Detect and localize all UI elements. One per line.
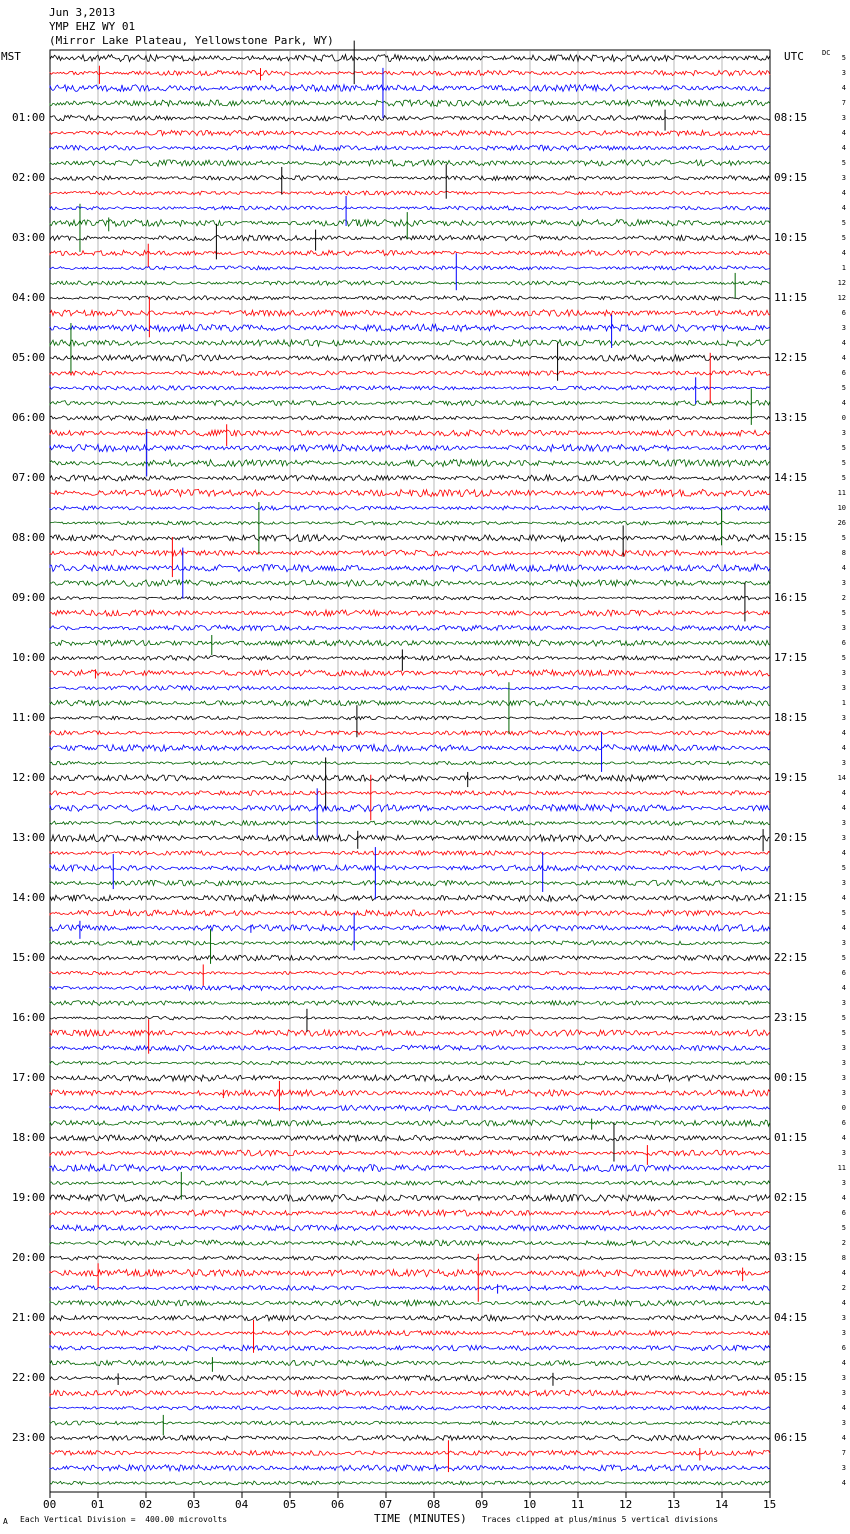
trace-row — [50, 160, 770, 166]
dc-offset-value: 8 — [841, 1254, 846, 1262]
dc-offset-value: 3 — [841, 1149, 846, 1157]
dc-offset-value: 4 — [841, 189, 846, 197]
dc-offset-value: 4 — [841, 1134, 846, 1142]
dc-offset-value: 4 — [841, 1479, 846, 1487]
right-hour-label: 01:15 — [774, 1131, 808, 1144]
dc-offset-value: 3 — [841, 939, 846, 947]
corner-mark: A — [3, 1517, 8, 1526]
trace-row — [50, 1360, 770, 1365]
dc-offset-value: 3 — [841, 1089, 846, 1097]
dc-offset-value: 2 — [841, 1239, 846, 1247]
left-timezone-label: MST — [1, 50, 21, 63]
x-tick-label: 02 — [139, 1498, 153, 1511]
left-hour-label: 17:00 — [12, 1071, 46, 1084]
dc-offset-value: 3 — [841, 429, 846, 437]
dc-offset-value: 11 — [837, 1164, 846, 1172]
dc-offset-value: 3 — [841, 1419, 846, 1427]
left-hour-label: 02:00 — [12, 171, 46, 184]
dc-offset-value: 6 — [841, 639, 846, 647]
trace-row — [50, 1061, 770, 1065]
dc-offset-value: 3 — [841, 1329, 846, 1337]
chart-date: Jun 3,2013 — [49, 6, 116, 19]
x-tick-label: 08 — [427, 1498, 441, 1511]
x-tick-label: 03 — [187, 1498, 201, 1511]
left-hour-label: 16:00 — [12, 1011, 46, 1024]
dc-offset-value: 5 — [841, 864, 846, 872]
left-hour-label: 04:00 — [12, 291, 46, 304]
trace-row — [50, 1195, 770, 1202]
right-hour-label: 18:15 — [774, 711, 808, 724]
dc-offset-value: 4 — [841, 129, 846, 137]
left-hour-label: 11:00 — [12, 711, 46, 724]
trace-row — [50, 475, 770, 481]
x-axis-title: TIME (MINUTES) — [374, 1512, 467, 1525]
trace-row — [50, 1120, 770, 1126]
trace-row — [50, 1269, 770, 1276]
trace-row — [50, 580, 770, 587]
trace-row — [50, 85, 770, 92]
trace-row — [50, 596, 770, 600]
left-hour-label: 05:00 — [12, 351, 46, 364]
dc-offset-value: 3 — [841, 1044, 846, 1052]
x-tick-label: 15 — [763, 1498, 777, 1511]
trace-row — [50, 971, 770, 975]
dc-offset-value: 5 — [841, 954, 846, 962]
dc-offset-value: 5 — [841, 1224, 846, 1232]
trace-row — [50, 130, 770, 136]
dc-offset-value: 5 — [841, 54, 846, 62]
dc-offset-value: 0 — [841, 1104, 846, 1112]
right-hour-label: 14:15 — [774, 471, 808, 484]
dc-offset-value: 4 — [841, 1434, 846, 1442]
trace-row — [50, 941, 770, 946]
trace-row — [50, 745, 770, 752]
trace-row — [50, 340, 770, 347]
trace-row — [50, 1075, 770, 1082]
right-hour-label: 23:15 — [774, 1011, 808, 1024]
dc-offset-value: 26 — [837, 519, 846, 527]
left-hour-label: 20:00 — [12, 1251, 46, 1264]
trace-row — [50, 400, 770, 405]
dc-offset-value: 3 — [841, 714, 846, 722]
trace-row — [50, 1481, 770, 1485]
left-hour-label: 18:00 — [12, 1131, 46, 1144]
station-location: (Mirror Lake Plateau, Yellowstone Park, WY) — [49, 34, 334, 47]
trace-row — [50, 895, 770, 902]
dc-offset-value: 10 — [837, 504, 846, 512]
x-tick-label: 14 — [715, 1498, 729, 1511]
dc-offset-value: 4 — [841, 354, 846, 362]
dc-offset-value: 4 — [841, 729, 846, 737]
trace-row — [50, 1016, 770, 1020]
dc-offset-value: 1 — [841, 264, 846, 272]
dc-header-label: DC — [822, 49, 831, 57]
trace-row — [50, 55, 770, 62]
dc-offset-value: 3 — [841, 819, 846, 827]
trace-row — [50, 775, 770, 781]
trace-row — [50, 804, 770, 811]
trace-row — [50, 220, 770, 227]
dc-offset-value: 5 — [841, 384, 846, 392]
trace-row — [50, 1345, 770, 1350]
left-hour-label: 21:00 — [12, 1311, 46, 1324]
trace-row — [50, 250, 770, 256]
trace-row — [50, 1450, 770, 1455]
left-hour-label: 08:00 — [12, 531, 46, 544]
x-tick-label: 05 — [283, 1498, 297, 1511]
right-hour-label: 00:15 — [774, 1071, 808, 1084]
station-code: YMP EHZ WY 01 — [49, 20, 136, 33]
trace-row — [50, 521, 770, 525]
dc-offset-value: 3 — [841, 879, 846, 887]
trace-row — [50, 1045, 770, 1050]
trace-row — [50, 1406, 770, 1410]
right-hour-label: 13:15 — [774, 411, 808, 424]
left-hour-label: 15:00 — [12, 951, 46, 964]
left-hour-label: 22:00 — [12, 1371, 46, 1384]
trace-row — [50, 835, 770, 842]
x-tick-label: 12 — [619, 1498, 633, 1511]
trace-row — [50, 1421, 770, 1425]
dc-offset-value: 4 — [841, 804, 846, 812]
dc-offset-value: 5 — [841, 474, 846, 482]
dc-offset-value: 3 — [841, 579, 846, 587]
dc-offset-value: 0 — [841, 414, 846, 422]
right-hour-label: 04:15 — [774, 1311, 808, 1324]
dc-offset-value: 3 — [841, 324, 846, 332]
trace-row — [50, 1300, 770, 1306]
x-tick-label: 10 — [523, 1498, 537, 1511]
trace-row — [50, 925, 770, 932]
dc-offset-value: 3 — [841, 1074, 846, 1082]
right-timezone-label: UTC — [784, 50, 804, 63]
x-tick-label: 09 — [475, 1498, 489, 1511]
trace-row — [50, 1435, 770, 1440]
trace-row — [50, 70, 770, 75]
dc-offset-value: 2 — [841, 1284, 846, 1292]
right-hour-label: 17:15 — [774, 651, 808, 664]
left-hour-label: 09:00 — [12, 591, 46, 604]
dc-offset-value: 4 — [841, 84, 846, 92]
dc-offset-value: 3 — [841, 114, 846, 122]
left-hour-label: 13:00 — [12, 831, 46, 844]
trace-row — [50, 730, 770, 735]
dc-offset-value: 4 — [841, 1359, 846, 1367]
trace-row — [50, 460, 770, 467]
dc-offset-value: 3 — [841, 1314, 846, 1322]
trace-row — [50, 416, 770, 421]
x-tick-label: 11 — [571, 1498, 585, 1511]
clip-note: Traces clipped at plus/minus 5 vertical divisions — [482, 1515, 719, 1524]
dc-offset-value: 8 — [841, 549, 846, 557]
right-hour-label: 06:15 — [774, 1431, 808, 1444]
dc-offset-value: 3 — [841, 1059, 846, 1067]
trace-row — [50, 1465, 770, 1471]
dc-offset-value: 4 — [841, 849, 846, 857]
left-hour-label: 06:00 — [12, 411, 46, 424]
dc-offset-value: 4 — [841, 1194, 846, 1202]
trace-row — [50, 1165, 770, 1172]
left-hour-label: 14:00 — [12, 891, 46, 904]
trace-row — [50, 444, 770, 451]
dc-offset-value: 3 — [841, 759, 846, 767]
trace-row — [50, 865, 770, 871]
scale-note: Each Vertical Division = 400.00 microvolts — [20, 1515, 228, 1524]
x-tick-label: 07 — [379, 1498, 393, 1511]
dc-offset-value: 1 — [841, 699, 846, 707]
trace-row — [50, 1315, 770, 1321]
dc-offset-value: 3 — [841, 669, 846, 677]
dc-offset-value: 3 — [841, 174, 846, 182]
trace-row — [50, 191, 770, 195]
dc-offset-value: 12 — [837, 279, 846, 287]
dc-offset-value: 5 — [841, 909, 846, 917]
dc-offset-value: 5 — [841, 159, 846, 167]
trace-row — [50, 310, 770, 317]
trace-row — [50, 564, 770, 572]
trace-row — [50, 506, 770, 510]
trace-row — [50, 880, 770, 886]
dc-offset-value: 5 — [841, 219, 846, 227]
dc-offset-value: 6 — [841, 369, 846, 377]
x-tick-label: 00 — [43, 1498, 57, 1511]
dc-offset-value: 4 — [841, 1404, 846, 1412]
trace-row — [50, 656, 770, 661]
trace-row — [50, 1030, 770, 1037]
dc-offset-value: 5 — [841, 609, 846, 617]
dc-offset-value: 5 — [841, 654, 846, 662]
dc-offset-value: 4 — [841, 339, 846, 347]
trace-row — [50, 176, 770, 181]
left-hour-label: 12:00 — [12, 771, 46, 784]
dc-offset-value: 5 — [841, 1014, 846, 1022]
trace-row — [50, 955, 770, 961]
dc-offset-value: 4 — [841, 984, 846, 992]
dc-offset-value: 3 — [841, 1179, 846, 1187]
dc-offset-value: 6 — [841, 1209, 846, 1217]
right-hour-label: 16:15 — [774, 591, 808, 604]
trace-row — [50, 761, 770, 765]
trace-row — [50, 1390, 770, 1396]
dc-offset-value: 2 — [841, 594, 846, 602]
right-hour-label: 03:15 — [774, 1251, 808, 1264]
right-hour-label: 02:15 — [774, 1191, 808, 1204]
dc-offset-value: 7 — [841, 99, 846, 107]
dc-offset-value: 14 — [837, 774, 846, 782]
trace-row — [50, 610, 770, 616]
trace-row — [50, 235, 770, 240]
dc-offset-value: 5 — [841, 234, 846, 242]
dc-offset-value: 4 — [841, 144, 846, 152]
dc-offset-value: 3 — [841, 1389, 846, 1397]
trace-row — [50, 1225, 770, 1231]
trace-row — [50, 489, 770, 496]
trace-row — [50, 355, 770, 362]
trace-row — [50, 1105, 770, 1111]
right-hour-label: 12:15 — [774, 351, 808, 364]
left-hour-label: 07:00 — [12, 471, 46, 484]
left-hour-label: 23:00 — [12, 1431, 46, 1444]
left-hour-label: 03:00 — [12, 231, 46, 244]
trace-row — [50, 1330, 770, 1336]
dc-offset-value: 4 — [841, 1299, 846, 1307]
right-hour-label: 11:15 — [774, 291, 808, 304]
dc-offset-value: 4 — [841, 894, 846, 902]
trace-row — [50, 986, 770, 991]
trace-row — [50, 1210, 770, 1216]
x-tick-label: 04 — [235, 1498, 249, 1511]
trace-row — [50, 1090, 770, 1097]
trace-row — [50, 386, 770, 390]
trace-row — [50, 324, 770, 331]
trace-row — [50, 791, 770, 796]
trace-row — [50, 700, 770, 706]
x-tick-label: 06 — [331, 1498, 345, 1511]
trace-row — [50, 670, 770, 676]
trace-row — [50, 821, 770, 826]
dc-offset-value: 5 — [841, 534, 846, 542]
right-hour-label: 10:15 — [774, 231, 808, 244]
trace-row — [50, 1181, 770, 1186]
dc-offset-value: 5 — [841, 1029, 846, 1037]
dc-offset-value: 6 — [841, 1119, 846, 1127]
trace-row — [50, 1286, 770, 1291]
trace-row — [50, 1135, 770, 1141]
left-hour-label: 10:00 — [12, 651, 46, 664]
trace-row — [50, 1001, 770, 1006]
trace-row — [50, 1240, 770, 1246]
trace-row — [50, 206, 770, 210]
dc-offset-value: 3 — [841, 1374, 846, 1382]
right-hour-label: 05:15 — [774, 1371, 808, 1384]
dc-offset-value: 4 — [841, 1269, 846, 1277]
dc-offset-value: 4 — [841, 924, 846, 932]
trace-row — [50, 145, 770, 151]
left-hour-label: 19:00 — [12, 1191, 46, 1204]
right-hour-label: 15:15 — [774, 531, 808, 544]
trace-row — [50, 550, 770, 556]
trace-row — [50, 296, 770, 300]
trace-row — [50, 115, 770, 121]
trace-row — [50, 625, 770, 631]
trace-row — [50, 851, 770, 856]
dc-offset-value: 4 — [841, 744, 846, 752]
trace-row — [50, 1150, 770, 1156]
trace-row — [50, 686, 770, 691]
dc-offset-value: 3 — [841, 69, 846, 77]
dc-offset-value: 6 — [841, 1344, 846, 1352]
trace-row — [50, 100, 770, 107]
dc-offset-value: 4 — [841, 249, 846, 257]
dc-offset-value: 4 — [841, 399, 846, 407]
dc-offset-value: 7 — [841, 1449, 846, 1457]
dc-offset-value: 6 — [841, 969, 846, 977]
dc-offset-value: 3 — [841, 624, 846, 632]
trace-row — [50, 716, 770, 720]
left-hour-label: 01:00 — [12, 111, 46, 124]
dc-offset-value: 3 — [841, 999, 846, 1007]
trace-row — [50, 535, 770, 542]
dc-offset-value: 6 — [841, 309, 846, 317]
right-hour-label: 22:15 — [774, 951, 808, 964]
trace-row — [50, 430, 770, 436]
dc-offset-value: 4 — [841, 789, 846, 797]
right-hour-label: 09:15 — [774, 171, 808, 184]
trace-row — [50, 1375, 770, 1381]
right-hour-label: 21:15 — [774, 891, 808, 904]
dc-offset-value: 3 — [841, 1464, 846, 1472]
dc-offset-value: 3 — [841, 834, 846, 842]
dc-offset-value: 5 — [841, 444, 846, 452]
trace-row — [50, 371, 770, 376]
right-hour-label: 20:15 — [774, 831, 808, 844]
trace-row — [50, 640, 770, 646]
right-hour-label: 08:15 — [774, 111, 808, 124]
dc-offset-value: 3 — [841, 684, 846, 692]
trace-row — [50, 266, 770, 270]
x-tick-label: 01 — [91, 1498, 105, 1511]
right-hour-label: 19:15 — [774, 771, 808, 784]
x-tick-label: 13 — [667, 1498, 681, 1511]
dc-offset-value: 5 — [841, 459, 846, 467]
dc-offset-value: 12 — [837, 294, 846, 302]
dc-offset-value: 4 — [841, 564, 846, 572]
dc-offset-value: 4 — [841, 204, 846, 212]
dc-offset-value: 11 — [837, 489, 846, 497]
trace-row — [50, 281, 770, 285]
trace-row — [50, 1256, 770, 1260]
trace-row — [50, 910, 770, 916]
